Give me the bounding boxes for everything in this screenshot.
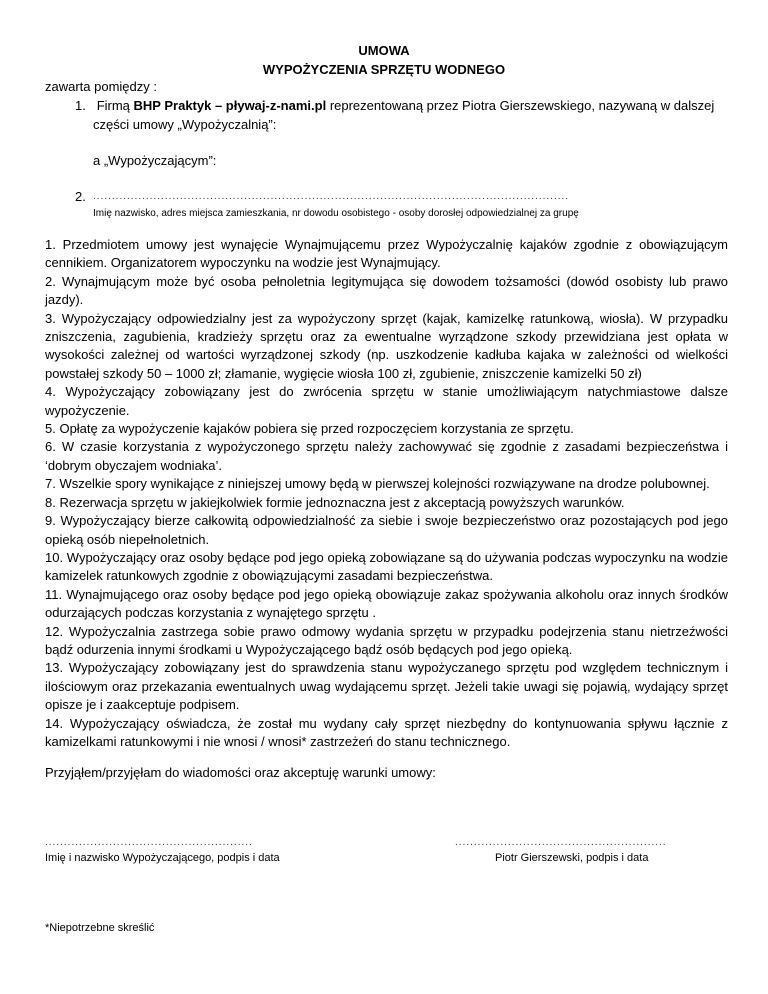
clause-3: 3. Wypożyczający odpowiedzialny jest za wypożyczony sprzęt (kajak, kamizelkę ratunkową, wiosła). W przypadku zniszczenia, zagubienia, kradzieży sprzętu oraz za ewentualne wyrządzone szkody przewidziana jest opłata w wysokości zależnej od wartości wyrządzonej szkody (np. uszkodzenie kadłuba kajaka w zależności od wielkości powstałej szkody 50 – 1000 zł; złamanie, wygięcie wiosła 100 zł, zgubienie, zniszczenie kamizelki 50 zł) (45, 310, 728, 381)
owner-signature-line[interactable]: ........................................................ (455, 837, 667, 848)
document-title: UMOWA (358, 43, 410, 58)
clause-11: 11. Wynajmującego oraz osoby będące pod jego opieką obowiązuje zakaz spożywania alkoholu oraz innych środków odurzających podczas korzystania z wynajętego sprzętu . (45, 586, 728, 621)
party1-prefix: Firmą (96, 98, 134, 113)
document-subtitle: WYPOŻYCZENIA SPRZĘTU WODNEGO (262, 62, 506, 77)
clauses-list (45, 236, 728, 751)
clause-12: 12. Wypożyczalnia zastrzega sobie prawo odmowy wydania sprzętu w przypadku podejrzenia stanu nietrzeźwości bądź odurzenia innymi środkami u Wypożyczającego bądź osób będących pod jego opieką. (45, 623, 728, 657)
clause-4: 4. Wypożyczający zobowiązany jest do zwrócenia sprzętu w stanie umożliwiającym natychmiastowe dalsze wypożyczenie. (45, 384, 728, 418)
clause-1: 1. Przedmiotem umowy jest wynajęcie Wynajmującemu przez Wypożyczalnię kajaków zgodnie z obowiązującym cennikiem. Organizatorem wypoczynku na wodzie jest Wynajmujący. (45, 237, 728, 271)
clause-10: 10. Wypożyczający oraz osoby będące pod jego opieką zobowiązane są do używania podczas wypoczynku na wodzie kamizelek ratunkowych zgodnie z obowiązującymi zasadami bezpieczeństwa. (45, 549, 728, 584)
party1-line2: części umowy „Wypożyczalnią”: (93, 117, 277, 132)
party1-number: 1. (75, 98, 86, 113)
parties-intro: zawarta pomiędzy : (45, 79, 157, 94)
party1-line3: a „Wypożyczającym”: (93, 153, 217, 168)
party2-caption: Imię nazwisko, adres miejsca zamieszkania, nr dowodu osobistego - osoby dorosłej odpowiedzialnej za grupę (93, 208, 579, 219)
clause-2: 2. Wynajmującym może być osoba pełnoletnia legitymująca się dowodem tożsamości (dowód osobisty lub prawo jazdy). (45, 273, 728, 308)
party2-number: 2. (75, 189, 86, 204)
acceptance-statement: Przyjąłem/przyjęłam do wiadomości oraz akceptuję warunki umowy: (45, 765, 436, 780)
party1-company: BHP Praktyk – pływaj-z-nami.pl (133, 98, 327, 113)
clause-8: 8. Rezerwacja sprzętu w jakiejkolwiek formie jednoznaczna jest z akceptacją powyższych warunków. (45, 494, 625, 510)
party1-rest: reprezentowaną przez Piotra Gierszewskiego, nazywaną w dalszej (326, 98, 715, 113)
owner-signature-label: Piotr Gierszewski, podpis i data (495, 852, 649, 864)
clause-6: 6. W czasie korzystania z wypożyczonego sprzętu należy zachowywać się zgodnie z zasadami bezpieczeństwa i ‘dobrym obyczajem wodniaka’. (45, 439, 728, 473)
clause-14: 14. Wypożyczający oświadcza, że został mu wydany cały sprzęt niezbędny do kontynuowania spływu łącznie z kamizelkami ratunkowymi i nie wnosi / wnosi* zastrzeżeń do stanu technicznego. (45, 715, 728, 749)
renter-signature-label: Imię i nazwisko Wypożyczającego, podpis i data (45, 852, 280, 864)
renter-signature-line[interactable]: ....................................................... (45, 837, 253, 848)
clause-9: 9. Wypożyczający bierze całkowitą odpowiedzialność za siebie i swoje bezpieczeństwo oraz pozostających pod jego opieką osób niepełnoletnich. (45, 513, 728, 547)
party2-fill-line[interactable]: .............................................................................................................................. (93, 191, 570, 202)
clause-13: 13. Wypożyczający zobowiązany jest do sprawdzenia stanu wypożyczanego sprzętu pod względem technicznym i ilościowym oraz przekazania ewentualnych uwag wydającemu sprzęt. Jeżeli takie uwagi się pojawią, wydający sprzęt opisze je i zaakceptuje podpisem. (45, 660, 728, 713)
footnote: *Niepotrzebne skreślić (45, 922, 155, 934)
party1-line (75, 98, 714, 113)
clause-5: 5. Opłatę za wypożyczenie kajaków pobiera się przed rozpoczęciem korzystania ze sprzętu. (45, 421, 574, 437)
clause-7: 7. Wszelkie spory wynikające z niniejszej umowy będą w pierwszej kolejności rozwiązywane na drodze polubownej. (45, 476, 710, 492)
